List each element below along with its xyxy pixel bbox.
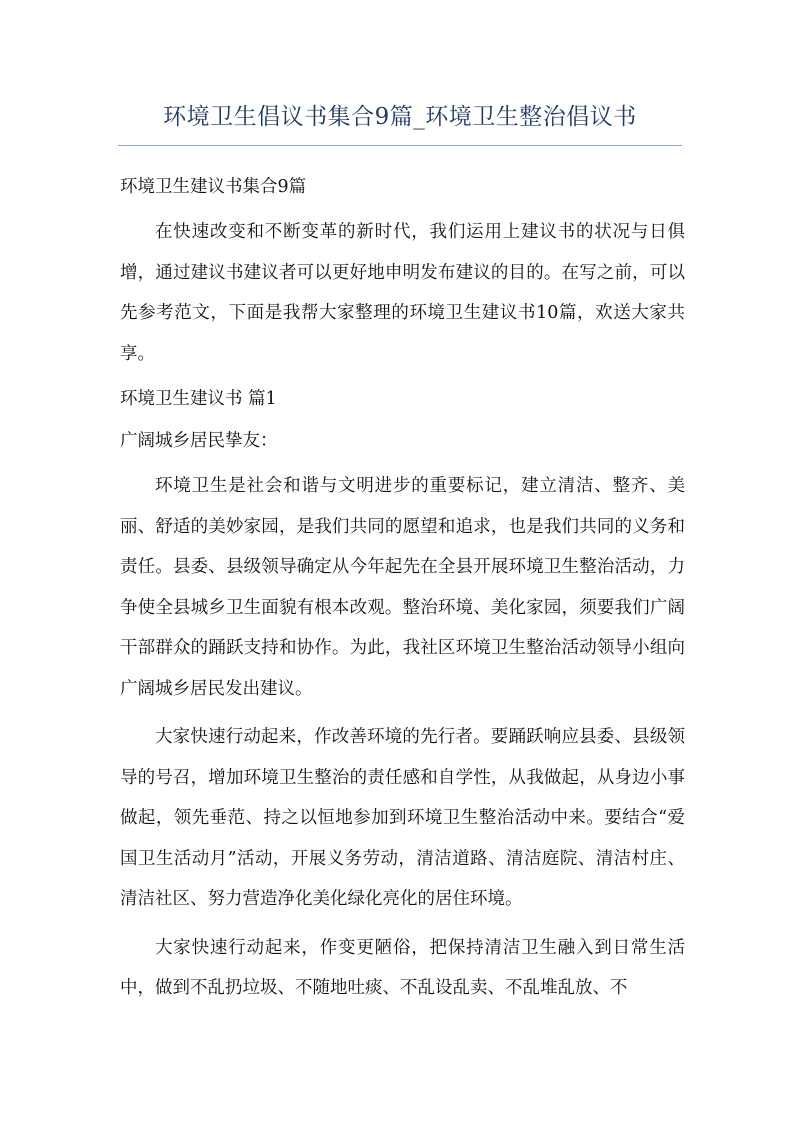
body-paragraph-2: 大家快速行动起来，作改善环境的先行者。要踊跃响应县委、县级领导的号召，增加环境卫生整治的责任感和自学性，从我做起，从身边小事做起，领先垂范、持之以恒地参加到环境卫生整治活动中来。要结合“爱国卫生活动月”活动，开展义务劳动，清洁道路、清洁庭院、清洁村庄、清洁社区、努力营造净化美化绿化亮化的居住环境。 <box>120 727 685 909</box>
document-title: 环境卫生倡议书集合9篇_环境卫生整治倡议书 <box>163 104 637 130</box>
salutation: 广阔城乡居民挚友： <box>120 431 278 451</box>
article-heading: 环境卫生建议书 篇1 <box>120 389 277 409</box>
document-body <box>120 170 685 1009</box>
body-paragraph-1: 环境卫生是社会和谐与文明进步的重要标记，建立清洁、整齐、美丽、舒适的美妙家园，是我们共同的愿望和追求，也是我们共同的义务和责任。县委、县级领导确定从今年起先在全县开展环境卫生整治活动，力争使全县城乡卫生面貌有根本改观。整治环境、美化家园，须要我们广阔干部群众的踊跃支持和协作。为此，我社区环境卫生整治活动领导小组向广阔城乡居民发出建议。 <box>120 476 685 699</box>
body-paragraph-3: 大家快速行动起来，作变更陋俗，把保持清洁卫生融入到日常生活中，做到不乱扔垃圾、不随地吐痰、不乱设乱卖、不乱堆乱放、不 <box>120 937 685 998</box>
title-divider <box>118 145 682 146</box>
section-heading: 环境卫生建议书集合9篇 <box>120 177 307 197</box>
intro-paragraph: 在快速改变和不断变革的新时代，我们运用上建议书的状况与日俱增，通过建议书建议者可以更好地申明发布建议的目的。在写之前，可以先参考范文，下面是我帮大家整理的环境卫生建议书10篇，欢送大家共享。 <box>120 222 685 364</box>
